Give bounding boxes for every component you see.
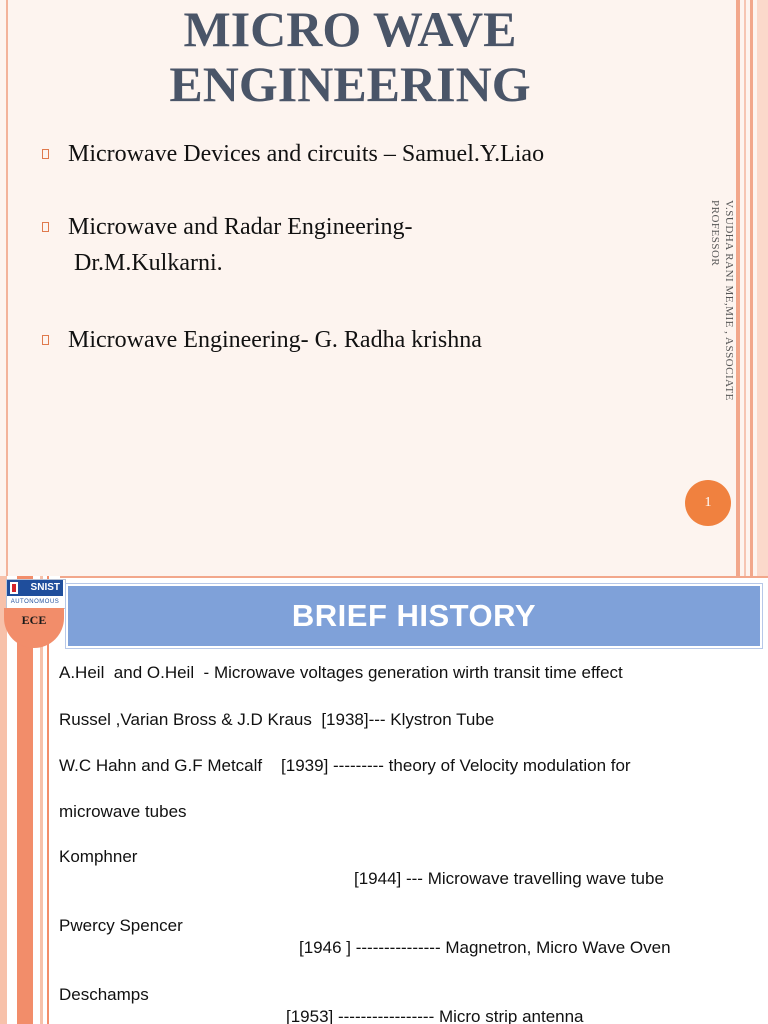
- history-entry: W.C Hahn and G.F Metcalf [1939] --------- theory of Velocity modulation for: [59, 756, 631, 775]
- history-detail: [1944] --- Microwave travelling wave tube: [354, 869, 664, 888]
- slide-border-left: [6, 0, 8, 576]
- square-bullet-icon: [42, 335, 49, 345]
- section-banner: [66, 584, 762, 648]
- decorative-stripe: [0, 576, 7, 1024]
- reference-text: Microwave Devices and circuits – Samuel.Y.Liao: [68, 141, 545, 167]
- history-detail: [1946 ] --------------- Magnetron, Micro Wave Oven: [299, 938, 671, 957]
- decorative-stripe: [757, 0, 768, 576]
- torch-icon: [10, 582, 18, 594]
- reference-text: Microwave and Radar Engineering-: [68, 214, 413, 240]
- slide-border-top: [60, 576, 768, 578]
- section-title: BRIEF HISTORY: [291, 598, 537, 633]
- history-name: Pwercy Spencer: [59, 916, 183, 935]
- slide-title: [60, 2, 640, 112]
- slide-title-line-1: MICRO WAVE: [183, 1, 517, 57]
- square-bullet-icon: [42, 222, 49, 232]
- decorative-stripe: [736, 0, 740, 576]
- history-slide: [0, 576, 768, 1024]
- history-entry: microwave tubes: [59, 802, 187, 821]
- decorative-stripe: [744, 0, 746, 576]
- college-logo: [6, 579, 66, 609]
- history-entry: [59, 962, 759, 1024]
- reference-text: Microwave Engineering- G. Radha krishna: [68, 327, 482, 353]
- history-entry: Russel ,Varian Bross & J.D Kraus [1938]--- Klystron Tube: [59, 710, 495, 729]
- decorative-stripe: [750, 0, 753, 576]
- author-credit: V.SUDHA RANI ME,MIE , ASSOCIATE PROFESSOR: [709, 200, 735, 401]
- square-bullet-icon: [42, 149, 49, 159]
- page-number-badge: 1: [685, 480, 731, 526]
- history-entry: A.Heil and O.Heil - Microwave voltages generation wirth transit time effect: [59, 663, 623, 682]
- slide-title-line-2: ENGINEERING: [169, 56, 531, 112]
- reference-author: Dr.M.Kulkarni.: [74, 250, 223, 276]
- department-badge: ECE: [4, 608, 64, 648]
- logo-wordmark: SNIST: [7, 580, 63, 596]
- history-detail: [1953] ----------------- Micro strip antenna: [286, 1007, 584, 1024]
- history-name: Deschamps: [59, 985, 149, 1004]
- history-name: Komphner: [59, 847, 138, 866]
- logo-subtext: AUTONOMOUS: [10, 599, 60, 605]
